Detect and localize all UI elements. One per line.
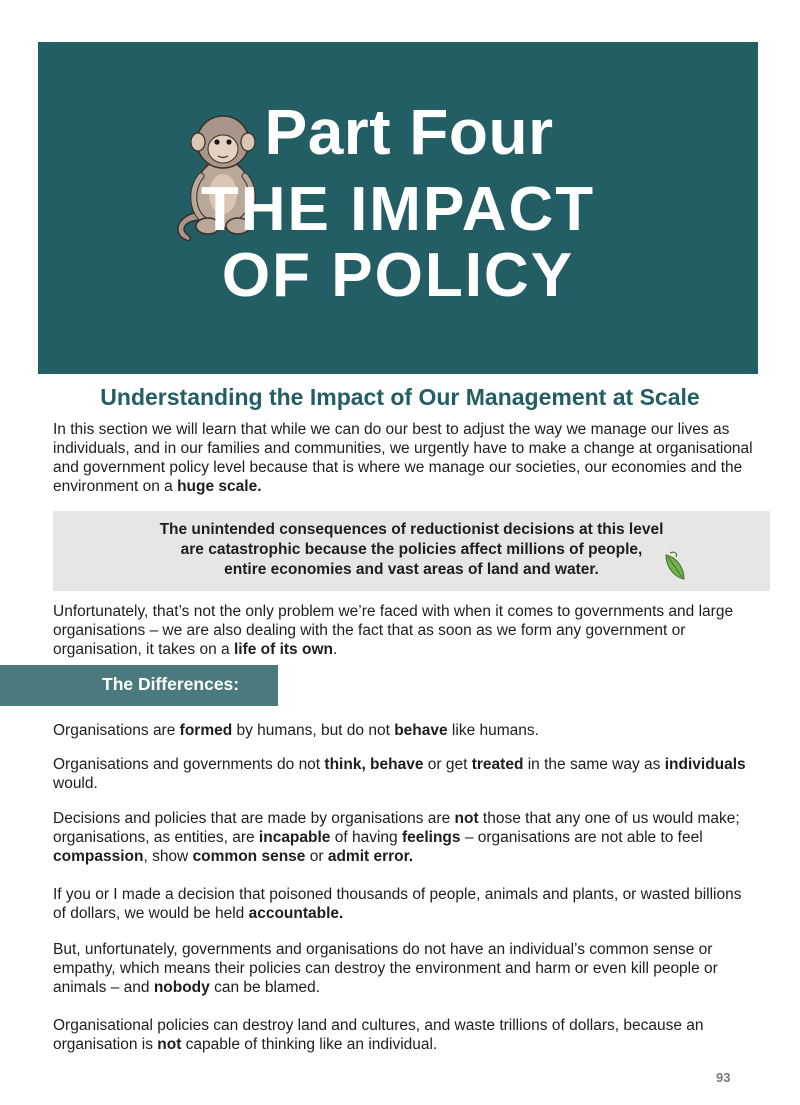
section-header-bar	[0, 665, 278, 706]
callout-line-2: are catastrophic because the policies affect millions of people,	[180, 541, 643, 558]
intro-paragraph: In this section we will learn that while we can do our best to adjust the way we manage our lives as individuals, and in our families and communities, we urgently have to make a change at organisational and government policy level because that is where we manage our societies, our economies and the environment on a huge scale.	[53, 421, 753, 495]
callout-line-1: The unintended consequences of reductionist decisions at this level	[159, 521, 664, 538]
paragraph-think: Organisations and governments do not think, behave or get treated in the same way as individuals would.	[53, 756, 746, 792]
paragraph-trillions: Organisational policies can destroy land and cultures, and waste trillions of dollars, because an organisation is not capable of thinking like an individual.	[53, 1017, 704, 1053]
followup-paragraph: Unfortunately, that’s not the only problem we’re faced with when it comes to governments and large organisations – we are also dealing with the fact that as soon as we form any government or organisation, it takes on a life of its own.	[53, 603, 734, 658]
section-heading: The Differences:	[102, 674, 240, 694]
leaf-insect-icon	[660, 547, 690, 583]
callout-line-3: entire economies and vast areas of land and water.	[224, 561, 599, 578]
paragraph-decisions: Decisions and policies that are made by organisations are not those that any one of us would make; organisations, as entities, are incapable of having feelings – organisations are not able to feel compassion, show common sense or admit error.	[53, 810, 740, 865]
page-number: 93	[716, 1070, 731, 1085]
section-subtitle: Understanding the Impact of Our Management at Scale	[100, 384, 700, 410]
paragraph-empathy: But, unfortunately, governments and organisations do not have an individual’s common sense or empathy, which means their policies can destroy the environment and harm or even kill people or animals – and nobody can be blamed.	[53, 941, 718, 996]
title-line-1: THE IMPACT	[200, 175, 596, 244]
part-label: Part Four	[264, 96, 554, 168]
title-banner	[38, 42, 758, 374]
paragraph-formed: Organisations are formed by humans, but do not behave like humans.	[53, 722, 539, 739]
paragraph-accountable: If you or I made a decision that poisoned thousands of people, animals and plants, or wasted billions of dollars, we would be held accountable.	[53, 886, 742, 922]
title-line-2: OF POLICY	[221, 241, 575, 310]
page-title	[38, 177, 758, 309]
